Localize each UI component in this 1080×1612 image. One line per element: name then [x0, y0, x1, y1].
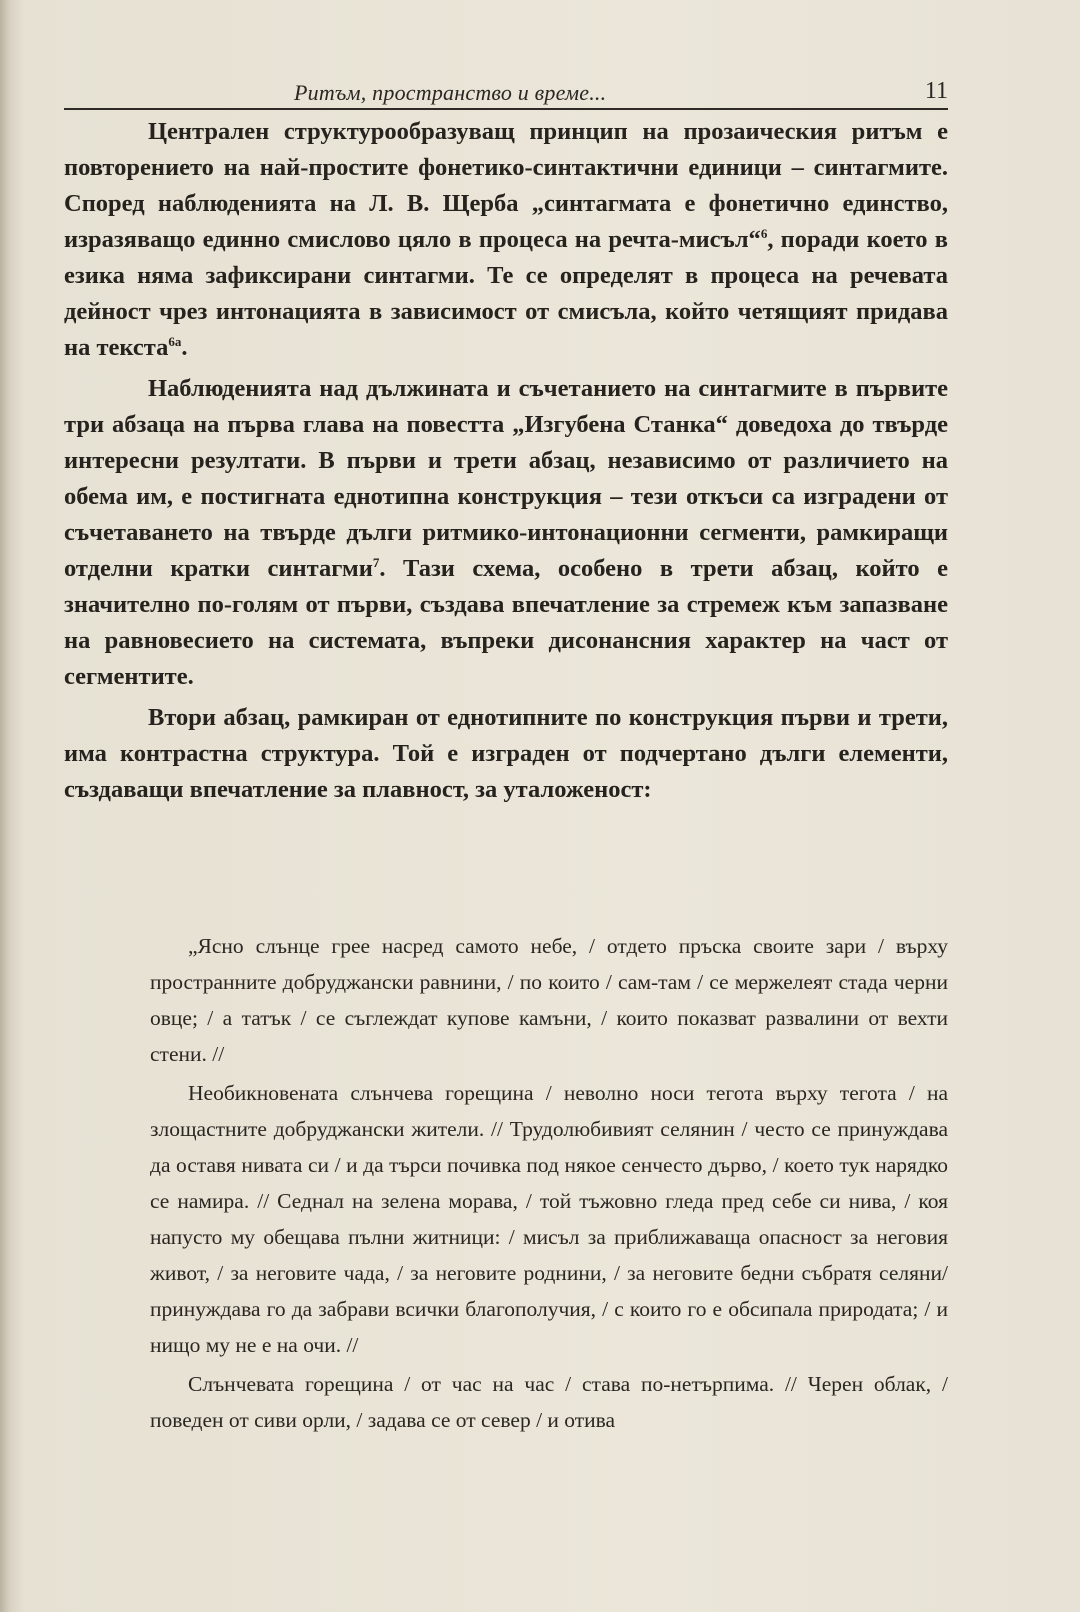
body-text: [64, 114, 948, 813]
paragraph: Наблюденията над дължината и съчетанието на синтагмите в първите три абзаца на първа глава на повестта „Изгубена Станка“ доведоха до твърде интересни резултати. В първи и трети абзац, независимо от различието на обема им, е постигната еднотипна конструкция – тези откъси са изградени от съчетаването на твърде дълги ритмико-интонационни сегменти, рамкиращи отделни кратки синтагми$^7$. Тази схема, особено в трети абзац, който е значително по-голям от първи, създава впечатление за стремеж към запазване на равновесието на системата, въпреки дисонансния характер на част от сегментите.: [64, 375, 948, 690]
quote-paragraph: „Ясно слънце грее насред самото небе, / отдето пръска своите зари / върху пространните добруджански равнини, / по които / сам-там / се мержелеят стада черни овце; / а татък / се съглеждат купове камъни, / които показват развалини от вехти стени. //: [150, 934, 948, 1066]
paragraph: Централен структурообразуващ принцип на прозаическия ритъм е повторението на най-простите фонетико-синтактични единици – синтагмите. Според наблюденията на Л. В. Щерба „синтагмата е фонетично единство, изразяващо единно смислово цяло в процеса на речта-мисъл“$^6$, поради което в езика няма зафиксирани синтагми. Те се определят в процеса на речевата дейност чрез интонацията в зависимост от смисъла, който четящият придава на текста$^{6а}$.: [64, 118, 948, 361]
footnote-marker: 6а: [168, 334, 182, 349]
quote-paragraph: Необикновената слънчева горещина / неволно носи тегота върху тегота / на злощастните добруджански жители. // Трудолюбивият селянин / често се принуждава да оставя нивата си / и да търси почивка под някое сенчесто дърво, / което тук нарядко се намира. // Седнал на зелена морава, / той тъжовно гледа пред себе си нива, / коя напусто му обещава пълни житници: / мисъл за приближаваща опасност за неговия живот, / за неговите чада, / за неговите роднини, / за неговите бедни събратя селяни/ принуждава го да забрави всички благополучия, / с които го е обсипала природата; / и нищо му не е на очи. //: [150, 1081, 948, 1357]
page-header: [64, 78, 948, 110]
page-number: 11: [924, 78, 948, 104]
block-quote: [150, 928, 948, 1441]
quote-paragraph: Слънчевата горещина / от час на час / става по-нетърпима. // Черен облак, / поведен от сиви орли, / задава се от север / и отива: [150, 1372, 948, 1432]
paragraph: Втори абзац, рамкиран от еднотипните по конструкция първи и трети, има контрастна структура. Той е изграден от подчертано дълги елементи, създаващи впечатление за плавност, за уталоженост:: [64, 704, 948, 803]
footnote-marker: 7: [372, 555, 380, 570]
footnote-marker: 6: [760, 226, 768, 241]
running-title: Ритъм, пространство и време...: [294, 80, 607, 105]
